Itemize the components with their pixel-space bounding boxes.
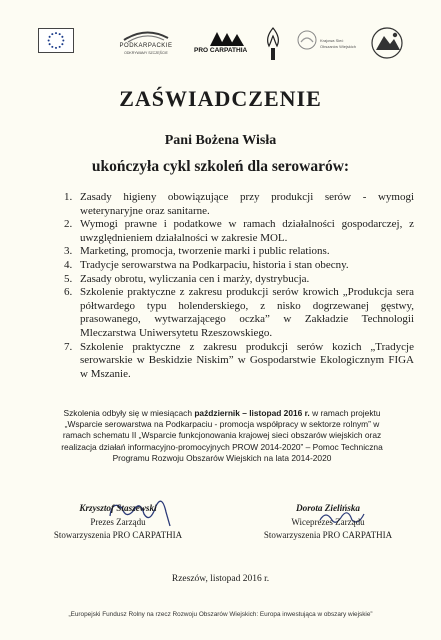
footer-note: „Europejski Fundusz Rolny na rzecz Rozwoju Obszarów Wiejskich: Europa inwestująca w obszary wiejskie” bbox=[68, 611, 373, 618]
eu-stars-icon bbox=[39, 29, 73, 52]
recipient-name: Pani Bożena Wisła bbox=[164, 133, 277, 148]
list-item-text: Marketing, promocja, tworzenie marki i public relations. bbox=[80, 245, 330, 258]
list-item-text: Tradycje serowarstwa na Podkarpaciu, historia i stan obecny. bbox=[80, 258, 349, 271]
prow-emblem-icon bbox=[364, 26, 410, 60]
eu-star-icon bbox=[62, 39, 64, 41]
eu-star-icon bbox=[55, 47, 57, 49]
para-text-before: Szkolenia odbyły się w miesiącach bbox=[63, 408, 195, 418]
place-and-date: Rzeszów, listopad 2016 r. bbox=[171, 574, 270, 584]
eu-star-icon bbox=[48, 39, 50, 41]
signatory-name: Dorota Zielińska bbox=[295, 503, 361, 513]
list-item-number: 4. bbox=[64, 258, 73, 271]
list-item-number: 5. bbox=[64, 272, 73, 285]
training-dates: październik – listopad 2016 r. bbox=[194, 408, 310, 418]
signatory-org-line: Stowarzyszenia PRO CARPATHIA bbox=[263, 530, 393, 540]
logo-strip bbox=[34, 26, 414, 66]
eu-star-icon bbox=[55, 32, 57, 34]
torch-logo bbox=[260, 26, 286, 62]
signatory-name: Krzysztof Staszewski bbox=[79, 503, 157, 513]
podkarpackie-wave-icon bbox=[110, 28, 182, 44]
eu-star-icon bbox=[51, 46, 53, 48]
ksow-emblem-icon bbox=[296, 28, 318, 58]
procarpathia-text: PRO CARPATHIA bbox=[194, 47, 248, 54]
signatory-role bbox=[48, 516, 188, 542]
list-item bbox=[64, 245, 414, 259]
prow-logo bbox=[364, 26, 410, 60]
eu-star-icon bbox=[59, 33, 61, 35]
training-details-paragraph bbox=[52, 408, 392, 464]
signature-block-left bbox=[48, 503, 188, 542]
list-item bbox=[64, 259, 414, 273]
torch-icon bbox=[260, 26, 286, 62]
podkarpackie-subtext: ODKRYWAMY SZCZĘŚCIE bbox=[124, 51, 168, 55]
para-text-after: w ramach projektu „Wsparcie serowarstwa na Podkarpaciu - promocja współpracy w sektorze rolnym” w ramach schematu II „Wsparcie funkcjonowania krajowej sieci obszarów wiejskich oraz realizacja działań informacyjno-promocyjnych PROW 2014-2020” – Pomoc Techniczna Programu Rozwoju Obszarów Wiejskich na lata 2014-2020 bbox=[61, 408, 383, 463]
ksow-text-1: Krajowa Sieć bbox=[320, 38, 344, 43]
podkarpackie-logo bbox=[110, 28, 182, 60]
list-item-number: 1. bbox=[64, 191, 73, 203]
list-item bbox=[64, 191, 414, 218]
eu-star-icon bbox=[61, 36, 63, 38]
eu-flag-logo bbox=[38, 28, 74, 53]
topics-list bbox=[64, 191, 414, 381]
list-item-number: 2. bbox=[64, 218, 73, 231]
list-item bbox=[64, 341, 414, 382]
signatory-role bbox=[258, 516, 398, 542]
list-item-text: Szkolenie praktyczne z zakresu produkcji serów krowich „Produkcja sera półtwardego typu holenderskiego, z nisko dogrzewanej gęstwy, prasowanego, wytwarzającego oczka” w Zakładzie Technologii Mleczarstwa Uniwersytetu Rzeszowskiego. bbox=[80, 286, 414, 339]
eu-star-icon bbox=[49, 36, 51, 38]
list-item-number: 3. bbox=[64, 245, 73, 258]
mountains-icon bbox=[194, 30, 252, 46]
list-item-number: 6. bbox=[64, 286, 73, 299]
eu-star-icon bbox=[59, 46, 61, 48]
podkarpackie-text: PODKARPACKIE bbox=[119, 43, 173, 49]
signatory-org-line: Stowarzyszenia PRO CARPATHIA bbox=[53, 530, 183, 540]
list-item-text: Wymogi prawne i podatkowe w ramach działalności gospodarczej, z uwzględnieniem działalności w zakresie MOL. bbox=[80, 218, 414, 244]
list-item bbox=[64, 286, 414, 340]
list-item-text: Zasady obrotu, wyliczania cen i marży, dystrybucja. bbox=[80, 272, 310, 285]
ksow-text-2: Obszarów Wiejskich bbox=[320, 44, 357, 49]
list-item bbox=[64, 218, 414, 245]
eu-star-icon bbox=[61, 43, 63, 45]
signature-block-right bbox=[258, 503, 398, 542]
certificate-title: ZAŚWIADCZENIE bbox=[119, 86, 322, 111]
ksow-logo bbox=[296, 28, 356, 60]
signatory-role-line: Prezes Zarządu bbox=[90, 517, 146, 527]
list-item-number: 7. bbox=[64, 340, 73, 353]
eu-star-icon bbox=[51, 33, 53, 35]
course-subtitle: ukończyła cykl szkoleń dla serowarów: bbox=[91, 158, 350, 175]
list-item-text: Zasady higieny obowiązujące przy produkcji serów - wymogi weterynaryjne oraz sanitarne. bbox=[80, 191, 414, 217]
eu-star-icon bbox=[49, 43, 51, 45]
signatory-role-line: Wiceprezes Zarządu bbox=[291, 517, 365, 527]
list-item bbox=[64, 273, 414, 287]
list-item-text: Szkolenie praktyczne z zakresu produkcji serów kozich „Tradycje serowarskie w Beskidzie Niskim” w Gospodarstwie Ekologicznym FIGA w Mszanie. bbox=[80, 340, 414, 380]
procarpathia-logo bbox=[194, 30, 252, 60]
